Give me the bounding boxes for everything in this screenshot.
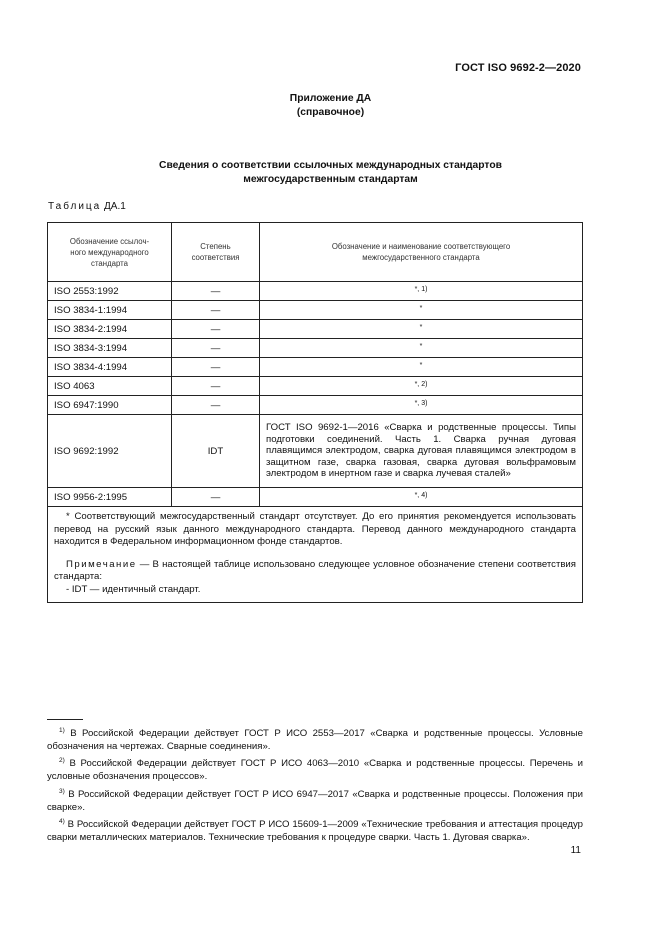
table-row [48, 377, 583, 396]
row-mark-text: * [419, 361, 423, 369]
row-mark [260, 396, 583, 415]
footnote-4 [47, 816, 583, 844]
row-mark-text: * [419, 323, 423, 331]
row-mark-text: * [419, 304, 423, 312]
row-mark-text: *, 2) [414, 380, 428, 388]
row-mark [260, 377, 583, 396]
table-caption-number: ДА.1 [104, 201, 126, 212]
table-caption-word: Таблица [48, 201, 102, 212]
row-degree: — [172, 301, 260, 320]
footnote-2 [47, 755, 583, 783]
table-row [48, 358, 583, 377]
row-mark [260, 301, 583, 320]
row-ref: ISO 3834-2:1994 [48, 320, 172, 339]
table-row [48, 301, 583, 320]
section-heading-line2: межгосударственным стандартам [243, 174, 418, 185]
row-ref: ISO 4063 [48, 377, 172, 396]
table-row [48, 339, 583, 358]
correspondence-table [47, 222, 583, 603]
header-col1-line1: Обозначение ссылоч- [69, 236, 150, 246]
row-degree: — [172, 320, 260, 339]
row-degree: IDT [172, 415, 260, 488]
row-ref: ISO 3834-1:1994 [48, 301, 172, 320]
appendix-title [0, 92, 661, 120]
row-mark-text: *, 4) [414, 491, 428, 499]
table-header-row [48, 223, 583, 282]
table-note [54, 559, 576, 584]
header-col1-line2: ного международного [70, 247, 149, 257]
table-footer-row [48, 507, 583, 603]
table-row [48, 396, 583, 415]
row-degree: — [172, 488, 260, 507]
footnote-1-text: В Российской Федерации действует ГОСТ Р ИСО 2553—2017 «Сварка и родственные процессы. Условные обозначения на чертежах. Сварные соединения». [47, 728, 583, 752]
footnote-4-number: 4) [59, 818, 65, 826]
footnote-4-text: В Российской Федерации действует ГОСТ Р ИСО 15609-1—2009 «Технические требования и аттестация процедур сварки металлических материалов. Технические требования к процедуре сварки. Часть 1. Дуговая сварка». [47, 819, 583, 843]
header-col3-line2: межгосударственного стандарта [362, 253, 480, 262]
page-number: 11 [570, 845, 581, 856]
star-footnote: * Соответствующий межгосударственный стандарт отсутствует. До его принятия рекомендуется использовать перевод на русский язык данного международного стандарта. Перевод данного международного стандарта находится в Федеральном информационном фонде стандартов. [54, 511, 576, 547]
table-row [48, 282, 583, 301]
row-mark-text: *, 3) [414, 399, 428, 407]
footnote-3 [47, 786, 583, 814]
table-row [48, 415, 583, 488]
table-row [48, 488, 583, 507]
row-degree: — [172, 358, 260, 377]
row-degree: — [172, 282, 260, 301]
row-mark [260, 282, 583, 301]
row-ref: ISO 3834-4:1994 [48, 358, 172, 377]
header-col3-line1: Обозначение и наименование соответствующего [331, 242, 511, 251]
footnote-1-number: 1) [59, 727, 65, 734]
appendix-title-text: Приложение ДА [289, 93, 372, 104]
table-footer [48, 507, 583, 603]
appendix-subtitle: (справочное) [296, 107, 365, 118]
header-degree [172, 223, 260, 282]
row-mark [260, 358, 583, 377]
section-heading-line1: Сведения о соответствии ссылочных международных стандартов [159, 160, 502, 171]
note-item: - IDT — идентичный стандарт. [66, 583, 201, 595]
note-label: Примечание [66, 558, 137, 570]
row-mark [260, 339, 583, 358]
header-interstate-standard [260, 223, 583, 282]
row-mark [260, 488, 583, 507]
row-ref: ISO 9692:1992 [48, 415, 172, 488]
standard-code-header: ГОСТ ISO 9692-2—2020 [455, 62, 581, 74]
row-description: ГОСТ ISO 9692-1—2016 «Сварка и родственные процессы. Типы подготовки соединений. Часть 1. Сварка ручная дуговая плавящимся электродом, сварка дуговая плавящимся электродом в защитном газе, сварка газовая, сварка дуговая вольфрамовым электродом в инертном газе и сварка лучевая сталей» [260, 415, 583, 488]
header-reference-standard [48, 223, 172, 282]
header-col2-line2: соответствия [191, 253, 240, 262]
footnote-3-text: В Российской Федерации действует ГОСТ Р ИСО 6947—2017 «Сварка и родственные процессы. Положения при сварке». [47, 788, 584, 813]
row-mark-text: * [419, 342, 423, 350]
row-ref: ISO 3834-3:1994 [48, 339, 172, 358]
header-col2-line1: Степень [200, 242, 231, 251]
table-row [48, 320, 583, 339]
footnote-2-number: 2) [59, 757, 65, 765]
page-footnotes [47, 725, 583, 847]
footnote-1 [47, 725, 583, 753]
row-degree: — [172, 339, 260, 358]
footnote-2-text: В Российской Федерации действует ГОСТ Р ИСО 4063—2010 «Сварка и родственные процессы. Перечень и условные обозначения процессов». [47, 758, 583, 783]
section-heading [0, 159, 661, 187]
row-mark-text: *, 1) [414, 285, 428, 293]
row-ref: ISO 6947:1990 [48, 396, 172, 415]
note-text: — В настоящей таблице использовано следующее условное обозначение степени соответствия стандарта: [54, 558, 576, 582]
header-col1-line3: стандарта [91, 258, 128, 268]
row-mark [260, 320, 583, 339]
footnote-3-number: 3) [59, 787, 65, 795]
row-ref: ISO 2553:1992 [48, 282, 172, 301]
row-degree: — [172, 377, 260, 396]
footnote-divider [47, 719, 83, 720]
table-caption [48, 201, 126, 212]
row-degree: — [172, 396, 260, 415]
row-ref: ISO 9956-2:1995 [48, 488, 172, 507]
